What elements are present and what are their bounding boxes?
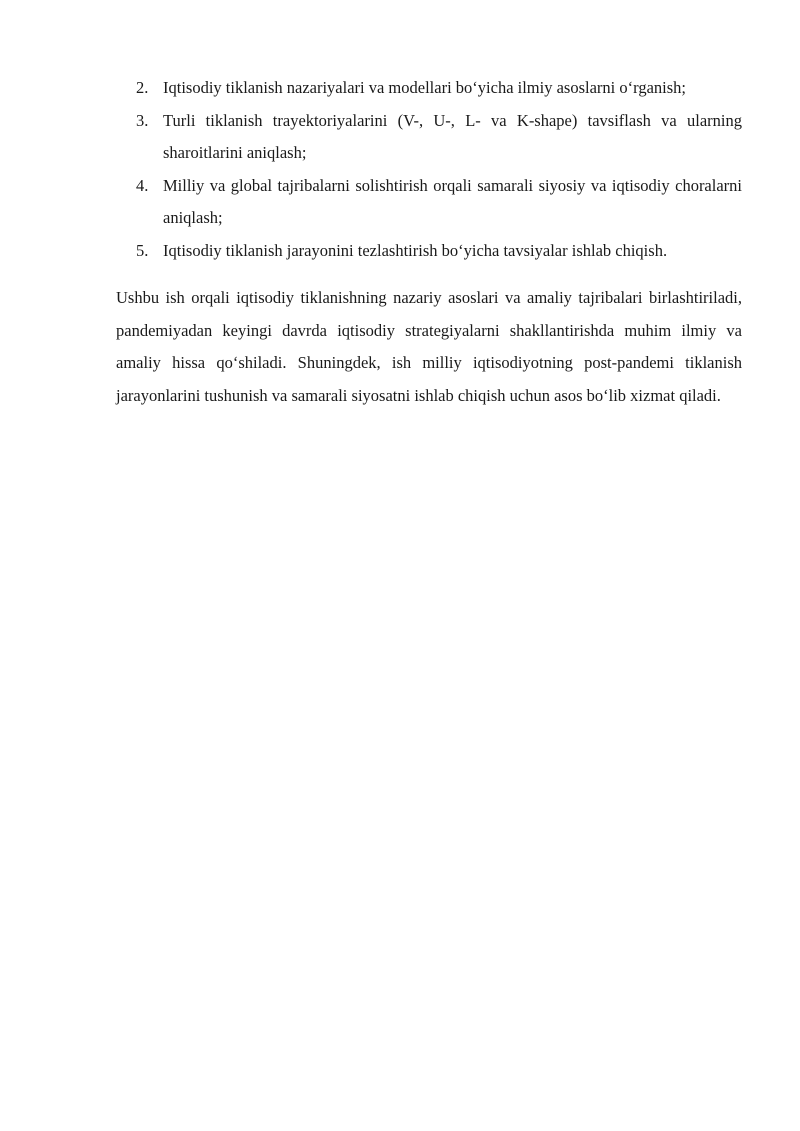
list-item-number: 3. <box>136 110 149 130</box>
list-item-text: Milliy va global tajribalarni solishtirish orqali samarali siyosiy va iqtisodiy choralarni aniqlash; <box>163 175 742 227</box>
body-paragraph: Ushbu ish orqali iqtisodiy tiklanishning nazariy asoslari va amaliy tajribalari birlashtiriladi, pandemiyadan keyingi davrda iqtisodiy strategiyalarni shakllantirishda muhim ilmiy va amaliy hissa qo‘shiladi. Shuningdek, ish milliy iqtisodiyotning post-pandemi tiklanish jarayonlarini tushunish va samarali siyosatni ishlab chiqish uchun asos bo‘lib xizmat qiladi. <box>116 288 742 405</box>
list-item <box>116 170 742 235</box>
list-item <box>116 105 742 170</box>
list-item-number: 2. <box>136 78 149 97</box>
list-item-number: 5. <box>136 240 149 260</box>
list-item-text: Iqtisodiy tiklanish jarayonini tezlashtirish bo‘yicha tavsiyalar ishlab chiqish. <box>163 240 668 260</box>
list-item-text: Turli tiklanish trayektoriyalarini (V-, U-, L- va K-shape) tavsiflash va ularning sharoitlarini aniqlash; <box>163 110 742 162</box>
objectives-list <box>116 72 742 267</box>
list-item-text: Iqtisodiy tiklanish nazariyalari va modellari bo‘yicha ilmiy asoslarni o‘rganish; <box>163 78 686 97</box>
list-item <box>116 235 742 268</box>
list-item-number: 4. <box>136 175 149 195</box>
document-page <box>116 72 742 412</box>
list-item <box>116 72 742 105</box>
